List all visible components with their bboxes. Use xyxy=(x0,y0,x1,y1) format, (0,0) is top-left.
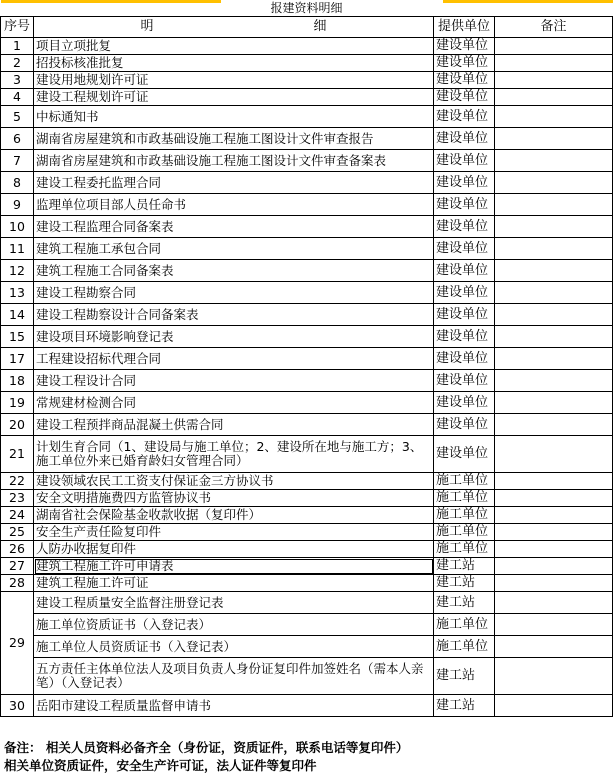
row-provider[interactable]: 建设单位 xyxy=(434,238,495,260)
row-remark[interactable] xyxy=(495,260,613,282)
sheet-title[interactable]: 报建资料明细 xyxy=(1,0,613,17)
row-provider[interactable]: 建设单位 xyxy=(434,304,495,326)
row-number[interactable]: 10 xyxy=(1,216,34,238)
table-row xyxy=(1,348,613,370)
row-remark[interactable] xyxy=(495,38,613,55)
row-provider[interactable]: 施工单位 xyxy=(434,507,495,524)
row-number[interactable]: 8 xyxy=(1,172,34,194)
row-item[interactable]: 建筑工程施工承包合同 xyxy=(34,238,434,260)
row-provider[interactable]: 建设单位 xyxy=(434,106,495,128)
row-provider[interactable]: 建设单位 xyxy=(434,172,495,194)
row-number[interactable]: 30 xyxy=(1,695,34,717)
table-row xyxy=(1,636,613,658)
header-provider[interactable]: 提供单位 xyxy=(434,17,495,38)
row-remark[interactable] xyxy=(495,106,613,128)
row-item[interactable]: 建设领域农民工工资支付保证金三方协议书 xyxy=(34,473,434,490)
table-row xyxy=(1,575,613,592)
table-row xyxy=(1,658,613,695)
table-row xyxy=(1,370,613,392)
header-no[interactable]: 序号 xyxy=(1,17,34,38)
row-provider[interactable]: 建设单位 xyxy=(434,414,495,436)
row-item[interactable]: 人防办收据复印件 xyxy=(34,541,434,558)
title-row xyxy=(1,0,613,17)
row-provider[interactable]: 建设单位 xyxy=(434,89,495,106)
row-remark[interactable] xyxy=(495,282,613,304)
table-row xyxy=(1,326,613,348)
row-item[interactable]: 安全生产责任险复印件 xyxy=(34,524,434,541)
row-provider[interactable]: 施工单位 xyxy=(434,541,495,558)
table-row xyxy=(1,392,613,414)
row-number[interactable]: 23 xyxy=(1,490,34,507)
row-remark[interactable] xyxy=(495,238,613,260)
row-provider[interactable]: 建设单位 xyxy=(434,38,495,55)
row-item[interactable]: 湖南省房屋建筑和市政基础设施工程施工图设计文件审查报告 xyxy=(34,128,434,150)
row-provider[interactable]: 建设单位 xyxy=(434,150,495,172)
row-item[interactable]: 安全文明措施费四方监管协议书 xyxy=(34,490,434,507)
table-row xyxy=(1,473,613,490)
table-row xyxy=(1,282,613,304)
table-row xyxy=(1,150,613,172)
row-remark[interactable] xyxy=(495,524,613,541)
row-provider[interactable]: 建工站 xyxy=(434,575,495,592)
row-remark[interactable] xyxy=(495,636,613,658)
row-item[interactable]: 建筑工程施工许可申请表 xyxy=(34,558,434,575)
row-provider[interactable]: 建设单位 xyxy=(434,282,495,304)
row-item[interactable]: 建设项目环境影响登记表 xyxy=(34,326,434,348)
row-item[interactable]: 监理单位项目部人员任命书 xyxy=(34,194,434,216)
row-item[interactable]: 建设工程监理合同备案表 xyxy=(34,216,434,238)
row-item[interactable]: 施工单位人员资质证书（入登记表） xyxy=(34,636,434,658)
notes-line-1: 备注： 相关人员资料必备齐全（身份证，资质证件，联系电话等复印件） xyxy=(4,740,409,755)
row-item[interactable]: 建设用地规划许可证 xyxy=(34,72,434,89)
row-item[interactable]: 岳阳市建设工程质量监督申请书 xyxy=(34,695,434,717)
row-item[interactable]: 湖南省社会保险基金收款收据（复印件） xyxy=(34,507,434,524)
row-remark[interactable] xyxy=(495,392,613,414)
table-row xyxy=(1,695,613,717)
row-provider[interactable]: 建工站 xyxy=(434,558,495,575)
row-remark[interactable] xyxy=(495,55,613,72)
table-row xyxy=(1,55,613,72)
row-provider[interactable]: 建工站 xyxy=(434,695,495,717)
row-provider[interactable]: 建设单位 xyxy=(434,194,495,216)
row-provider[interactable]: 施工单位 xyxy=(434,490,495,507)
row-item[interactable]: 五方责任主体单位法人及项目负责人身份证复印件加签姓名（需本人亲笔）（入登记表） xyxy=(34,658,434,695)
row-remark[interactable] xyxy=(495,172,613,194)
row-number[interactable]: 9 xyxy=(1,194,34,216)
table-row xyxy=(1,216,613,238)
row-remark[interactable] xyxy=(495,473,613,490)
row-remark[interactable] xyxy=(495,150,613,172)
row-provider[interactable]: 施工单位 xyxy=(434,473,495,490)
row-item[interactable]: 项目立项批复 xyxy=(34,38,434,55)
row-item[interactable]: 建设工程质量安全监督注册登记表 xyxy=(34,592,434,614)
row-provider[interactable]: 建设单位 xyxy=(434,260,495,282)
table-row xyxy=(1,614,613,636)
row-number[interactable]: 17 xyxy=(1,348,34,370)
row-remark[interactable] xyxy=(495,436,613,473)
row-item[interactable]: 建设工程勘察合同 xyxy=(34,282,434,304)
row-item[interactable]: 建设工程委托监理合同 xyxy=(34,172,434,194)
table-row xyxy=(1,558,613,575)
row-number[interactable]: 27 xyxy=(1,558,34,575)
row-remark[interactable] xyxy=(495,348,613,370)
table-row xyxy=(1,128,613,150)
row-remark[interactable] xyxy=(495,695,613,717)
table-row xyxy=(1,414,613,436)
header-item-a: 明 xyxy=(140,19,154,34)
row-number[interactable]: 22 xyxy=(1,473,34,490)
table-row xyxy=(1,89,613,106)
row-provider[interactable]: 建工站 xyxy=(434,658,495,695)
row-item[interactable]: 招投标核准批复 xyxy=(34,55,434,72)
row-provider[interactable]: 建设单位 xyxy=(434,348,495,370)
row-number[interactable]: 15 xyxy=(1,326,34,348)
row-provider[interactable]: 建设单位 xyxy=(434,436,495,473)
row-provider[interactable]: 建设单位 xyxy=(434,72,495,89)
row-remark[interactable] xyxy=(495,128,613,150)
table-row xyxy=(1,238,613,260)
row-remark[interactable] xyxy=(495,414,613,436)
row-remark[interactable] xyxy=(495,194,613,216)
row-number[interactable]: 6 xyxy=(1,128,34,150)
row-remark[interactable] xyxy=(495,614,613,636)
table-row xyxy=(1,260,613,282)
notes-block xyxy=(4,739,408,775)
row-number[interactable]: 1 xyxy=(1,38,34,55)
row-item[interactable]: 湖南省房屋建筑和市政基础设施工程施工图设计文件审查备案表 xyxy=(34,150,434,172)
table-row xyxy=(1,592,613,614)
row-number[interactable]: 24 xyxy=(1,507,34,524)
row-item[interactable]: 工程建设招标代理合同 xyxy=(34,348,434,370)
row-number[interactable]: 5 xyxy=(1,106,34,128)
row-remark[interactable] xyxy=(495,558,613,575)
table-row xyxy=(1,304,613,326)
row-number[interactable]: 29 xyxy=(1,592,34,695)
row-remark[interactable] xyxy=(495,370,613,392)
row-item[interactable]: 建设工程勘察设计合同备案表 xyxy=(34,304,434,326)
row-number[interactable]: 4 xyxy=(1,89,34,106)
row-item[interactable]: 建筑工程施工合同备案表 xyxy=(34,260,434,282)
row-item[interactable]: 计划生育合同（1、建设局与施工单位；2、建设所在地与施工方；3、施工单位外来已婚育龄妇女管理合同） xyxy=(34,436,434,473)
row-remark[interactable] xyxy=(495,575,613,592)
row-provider[interactable]: 施工单位 xyxy=(434,524,495,541)
row-provider[interactable]: 建设单位 xyxy=(434,55,495,72)
table-row xyxy=(1,38,613,55)
row-provider[interactable]: 建设单位 xyxy=(434,216,495,238)
row-item[interactable]: 常规建材检测合同 xyxy=(34,392,434,414)
row-item[interactable]: 中标通知书 xyxy=(34,106,434,128)
row-provider[interactable]: 施工单位 xyxy=(434,614,495,636)
row-remark[interactable] xyxy=(495,490,613,507)
header-row xyxy=(1,17,613,38)
row-provider[interactable]: 建设单位 xyxy=(434,370,495,392)
row-provider[interactable]: 建工站 xyxy=(434,592,495,614)
row-number[interactable]: 26 xyxy=(1,541,34,558)
row-item[interactable]: 建设工程规划许可证 xyxy=(34,89,434,106)
table-row xyxy=(1,106,613,128)
row-remark[interactable] xyxy=(495,541,613,558)
row-number[interactable]: 14 xyxy=(1,304,34,326)
notes-line-2: 相关单位资质证件，安全生产许可证，法人证件等复印件 xyxy=(4,758,317,773)
row-number[interactable]: 7 xyxy=(1,150,34,172)
table-row xyxy=(1,541,613,558)
row-remark[interactable] xyxy=(495,89,613,106)
row-number[interactable]: 11 xyxy=(1,238,34,260)
row-number[interactable]: 20 xyxy=(1,414,34,436)
row-remark[interactable] xyxy=(495,72,613,89)
table-row xyxy=(1,507,613,524)
header-item-b: 细 xyxy=(313,19,327,34)
row-number[interactable]: 18 xyxy=(1,370,34,392)
row-remark[interactable] xyxy=(495,507,613,524)
row-number[interactable]: 19 xyxy=(1,392,34,414)
row-provider[interactable]: 建设单位 xyxy=(434,326,495,348)
row-number[interactable]: 25 xyxy=(1,524,34,541)
row-item[interactable]: 建筑工程施工许可证 xyxy=(34,575,434,592)
row-item[interactable]: 施工单位资质证书（入登记表） xyxy=(34,614,434,636)
row-remark[interactable] xyxy=(495,592,613,614)
table-row xyxy=(1,194,613,216)
header-remark[interactable]: 备注 xyxy=(495,17,613,38)
table-row xyxy=(1,490,613,507)
row-item[interactable]: 建设工程设计合同 xyxy=(34,370,434,392)
table-row xyxy=(1,524,613,541)
row-number[interactable]: 3 xyxy=(1,72,34,89)
row-provider[interactable]: 建设单位 xyxy=(434,128,495,150)
table-row xyxy=(1,436,613,473)
row-provider[interactable]: 建设单位 xyxy=(434,392,495,414)
row-remark[interactable] xyxy=(495,658,613,695)
table-row xyxy=(1,72,613,89)
row-remark[interactable] xyxy=(495,304,613,326)
table-row xyxy=(1,172,613,194)
row-remark[interactable] xyxy=(495,216,613,238)
header-item[interactable] xyxy=(34,17,434,38)
row-number[interactable]: 28 xyxy=(1,575,34,592)
row-number[interactable]: 13 xyxy=(1,282,34,304)
row-number[interactable]: 21 xyxy=(1,436,34,473)
row-number[interactable]: 12 xyxy=(1,260,34,282)
row-item[interactable]: 建设工程预拌商品混凝土供需合同 xyxy=(34,414,434,436)
row-number[interactable]: 2 xyxy=(1,55,34,72)
row-provider[interactable]: 施工单位 xyxy=(434,636,495,658)
row-remark[interactable] xyxy=(495,326,613,348)
